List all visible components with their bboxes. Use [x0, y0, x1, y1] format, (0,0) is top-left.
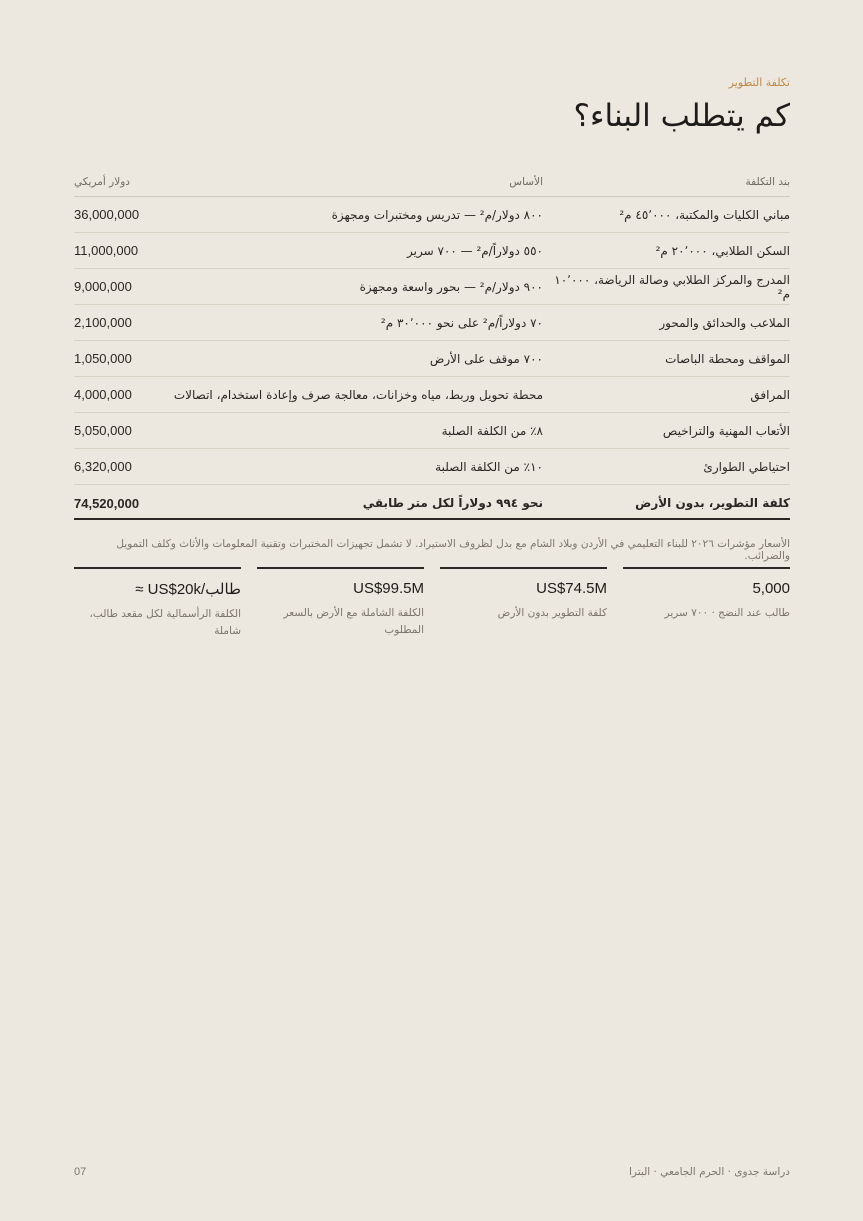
cost-amount: 36,000,000	[74, 197, 156, 233]
stat-card	[257, 567, 424, 639]
key-stats	[74, 567, 790, 647]
cost-basis: ٩٠٠ دولار/م² — بحور واسعة ومجهزة	[156, 269, 543, 305]
stat-value: ≈ US$20k/طالب	[135, 581, 241, 598]
total-basis: نحو ٩٩٤ دولاراً لكل متر طابقي	[362, 496, 543, 510]
document-title: دراسة جدوى · الحرم الجامعي · البترا	[629, 1166, 790, 1178]
section-eyebrow: تكلفة التطوير	[728, 76, 790, 89]
cost-amount: 1,050,000	[74, 341, 156, 377]
table-row	[74, 233, 790, 269]
cost-basis: ٥٥٠ دولاراً/م² — ٧٠٠ سرير	[156, 233, 543, 269]
stat-card	[440, 567, 607, 622]
table-row	[74, 197, 790, 233]
cost-item: الأتعاب المهنية والتراخيص	[543, 413, 790, 449]
cost-table	[74, 168, 790, 521]
total-divider	[74, 518, 790, 520]
cost-item: المدرج والمركز الطلابي وصالة الرياضة، ١٠٬٠٠٠ م²	[543, 269, 790, 305]
stat-value: 5,000	[752, 580, 790, 597]
stat-card	[623, 567, 790, 622]
stat-value: US$99.5M	[353, 580, 424, 597]
table-row	[74, 305, 790, 341]
cost-item: السكن الطلابي، ٢٠٬٠٠٠ م²	[543, 233, 790, 269]
column-header-basis: الأساس	[156, 168, 543, 197]
stat-label: الكلفة الشاملة مع الأرض بالسعر المطلوب	[283, 607, 424, 636]
table-total-row	[74, 485, 790, 522]
stat-label: الكلفة الرأسمالية لكل مقعد طالب، شاملة	[89, 608, 241, 637]
cost-item: المرافق	[543, 377, 790, 413]
cost-amount: 2,100,000	[74, 305, 156, 341]
cost-amount: 4,000,000	[74, 377, 156, 413]
cost-amount: 5,050,000	[74, 413, 156, 449]
cost-item: الملاعب والحدائق والمحور	[543, 305, 790, 341]
table-row	[74, 341, 790, 377]
cost-basis: محطة تحويل وربط، مياه وخزانات، معالجة صرف وإعادة استخدام، اتصالات	[156, 377, 543, 413]
stat-label: كلفة التطوير بدون الأرض	[497, 607, 607, 619]
stat-value: US$74.5M	[536, 580, 607, 597]
cost-basis: ٧٠٠ موقف على الأرض	[156, 341, 543, 377]
stat-card	[74, 567, 241, 640]
cost-basis: ٨٠٠ دولار/م² — تدريس ومختبرات ومجهزة	[156, 197, 543, 233]
pricing-note: الأسعار مؤشرات ٢٠٢٦ للبناء التعليمي في الأردن وبلاد الشام مع بدل لظروف الاستيراد. لا تشمل تجهيزات المختبرات وتقنية المعلومات والأثاث وكلف التمويل والضرائب.	[116, 538, 790, 562]
cost-basis: ١٠٪ من الكلفة الصلبة	[156, 449, 543, 485]
table-header-row	[74, 168, 790, 197]
column-header-amount: دولار أمريكي	[74, 168, 156, 197]
total-amount: 74,520,000	[74, 495, 140, 511]
table-row	[74, 269, 790, 305]
stat-label: طالب عند النضج · ٧٠٠ سرير	[664, 607, 790, 619]
table-row	[74, 449, 790, 485]
table-row	[74, 413, 790, 449]
total-item: كلفة التطوير، بدون الأرض	[635, 496, 790, 510]
page-title: كم يتطلب البناء؟	[573, 98, 790, 134]
cost-amount: 9,000,000	[74, 269, 156, 305]
cost-item: المواقف ومحطة الباصات	[543, 341, 790, 377]
cost-amount: 11,000,000	[74, 233, 156, 269]
cost-basis: ٧٠ دولاراً/م² على نحو ٣٠٬٠٠٠ م²	[156, 305, 543, 341]
column-header-item: بند التكلفة	[543, 168, 790, 197]
page-number: 07	[74, 1166, 87, 1178]
table-row	[74, 377, 790, 413]
page	[74, 0, 790, 1221]
cost-item: مباني الكليات والمكتبة، ٤٥٬٠٠٠ م²	[543, 197, 790, 233]
cost-basis: ٨٪ من الكلفة الصلبة	[156, 413, 543, 449]
cost-amount: 6,320,000	[74, 449, 156, 485]
cost-item: احتياطي الطوارئ	[543, 449, 790, 485]
